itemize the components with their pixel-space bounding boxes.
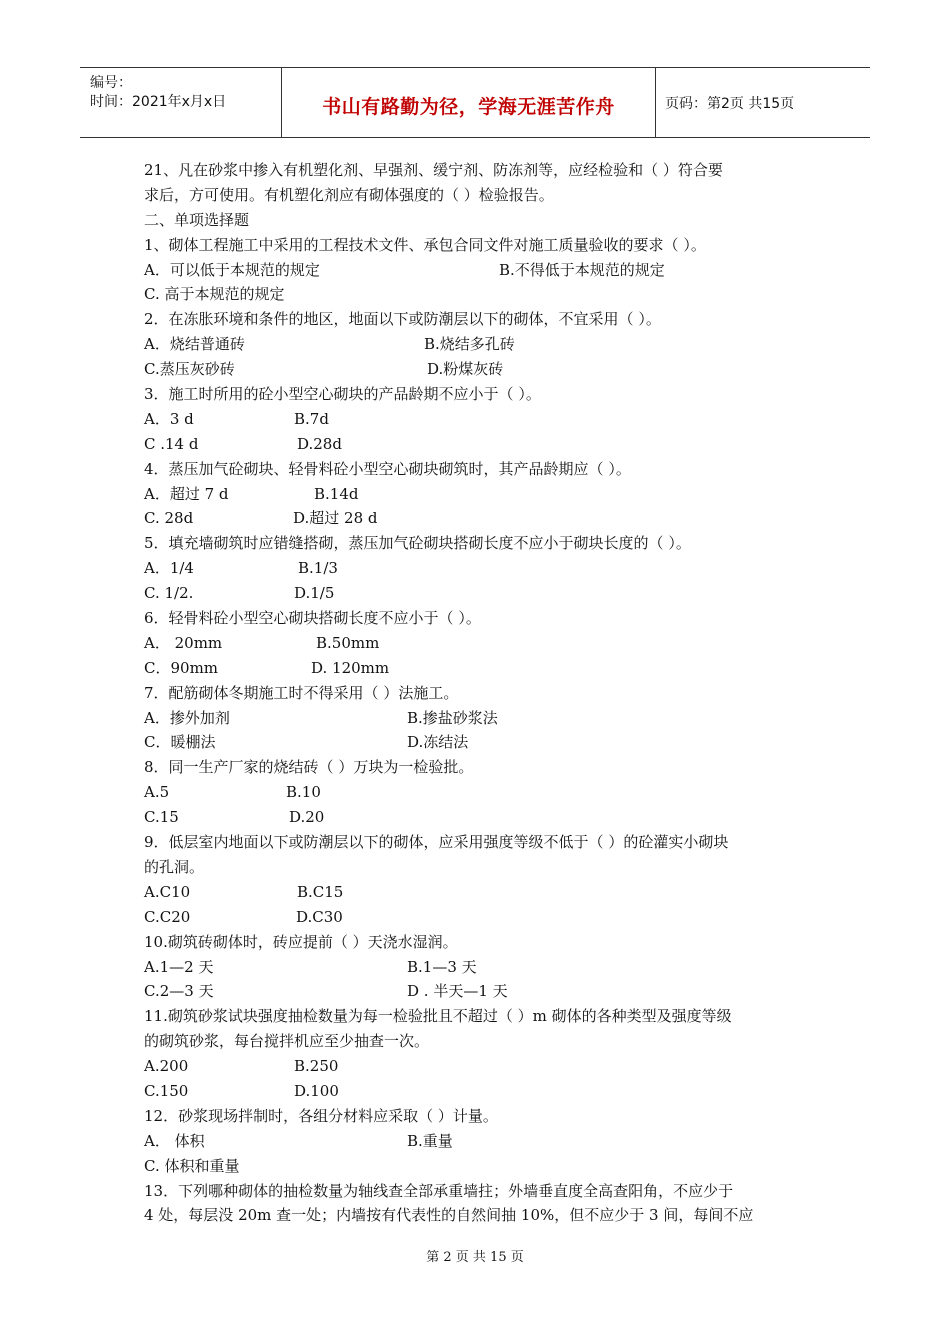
text-line xyxy=(144,581,814,606)
line-text: C．90mm xyxy=(144,658,219,677)
text-line xyxy=(144,780,814,805)
text-line xyxy=(144,631,814,656)
option-second-column: D . 半天—1 天 xyxy=(407,982,508,1001)
line-text: A． 体积 xyxy=(144,1131,205,1150)
text-line xyxy=(144,208,814,233)
line-text: 21、凡在砂浆中掺入有机塑化剂、早强剂、缓宁剂、防冻剂等，应经检验和（ ）符合要 xyxy=(144,161,723,179)
line-text: C .14 d xyxy=(144,434,199,453)
line-text: 6．轻骨料砼小型空心砌块搭砌长度不应小于（ ）。 xyxy=(144,609,481,628)
text-line xyxy=(144,706,814,731)
text-line xyxy=(144,1154,814,1179)
line-text: A． 20mm xyxy=(144,633,223,652)
line-text: C.150 xyxy=(144,1081,189,1100)
text-line xyxy=(144,1029,814,1054)
option-second-column: D.28d xyxy=(297,434,342,453)
text-line xyxy=(144,1129,814,1154)
page-info: 页码：第2页 共15页 xyxy=(665,96,795,112)
option-second-column: D.冻结法 xyxy=(407,733,469,752)
text-line xyxy=(144,681,814,706)
line-text: 1、砌体工程施工中采用的工程技术文件、承包合同文件对施工质量验收的要求（ ）。 xyxy=(144,235,706,254)
serial-label: 编号： xyxy=(90,75,132,91)
option-second-column: D.20 xyxy=(289,808,325,827)
line-text: A．3 d xyxy=(144,409,194,428)
text-line xyxy=(144,556,814,581)
text-line xyxy=(144,258,814,283)
text-line xyxy=(144,755,814,780)
text-line xyxy=(144,233,814,258)
page-header xyxy=(80,67,870,138)
option-second-column: B.250 xyxy=(294,1057,339,1076)
line-text: C. 1/2. xyxy=(144,584,194,603)
line-text: 4 处，每层没 20m 查一处；内墙按有代表性的自然间抽 10%，但不应少于 3 间，每间不应 xyxy=(144,1206,754,1225)
line-text: 的孔洞。 xyxy=(144,857,205,876)
text-line xyxy=(144,482,814,507)
text-line xyxy=(144,830,814,855)
option-second-column: D.100 xyxy=(294,1081,339,1100)
option-second-column: B.烧结多孔砖 xyxy=(424,335,515,354)
text-line xyxy=(144,805,814,830)
option-second-column: D.1/5 xyxy=(294,584,335,603)
line-text: 7．配筋砌体冬期施工时不得采用（ ）法施工。 xyxy=(144,683,459,702)
text-line xyxy=(144,1004,814,1029)
option-second-column: D.C30 xyxy=(296,907,343,926)
line-text: 11.砌筑砂浆试块强度抽检数量为每一检验批且不超过（ ）m 砌体的各种类型及强度等级 xyxy=(144,1007,732,1026)
option-second-column: D.粉煤灰砖 xyxy=(427,360,504,379)
question-content xyxy=(144,158,814,1228)
text-line xyxy=(144,432,814,457)
line-text: C. 高于本规范的规定 xyxy=(144,285,285,304)
line-text: 二、单项选择题 xyxy=(144,210,250,229)
text-line xyxy=(144,158,814,183)
line-text: C. 体积和重量 xyxy=(144,1156,240,1175)
text-line xyxy=(144,1104,814,1129)
option-second-column: B.C15 xyxy=(297,882,344,901)
line-text: 9．低层室内地面以下或防潮层以下的砌体，应采用强度等级不低于（ ）的砼灌实小砌块 xyxy=(144,833,729,852)
header-right-cell xyxy=(655,68,870,137)
text-line xyxy=(144,332,814,357)
text-line xyxy=(144,1179,814,1204)
text-line xyxy=(144,282,814,307)
text-line xyxy=(144,905,814,930)
line-text: A.5 xyxy=(144,783,170,802)
option-second-column: B.50mm xyxy=(316,633,380,652)
option-second-column: B.重量 xyxy=(407,1131,453,1150)
text-line xyxy=(144,880,814,905)
text-line xyxy=(144,855,814,880)
option-second-column: B.不得低于本规范的规定 xyxy=(499,260,665,279)
line-text: A．1/4 xyxy=(144,559,194,578)
line-text: A．掺外加剂 xyxy=(144,708,230,727)
text-line xyxy=(144,730,814,755)
text-line xyxy=(144,1079,814,1104)
option-second-column: B.掺盐砂浆法 xyxy=(407,708,498,727)
line-text: 13．下列哪种砌体的抽检数量为轴线查全部承重墙拄；外墙垂直度全高查阳角，不应少于 xyxy=(144,1181,734,1200)
header-center-cell xyxy=(281,68,656,137)
line-text: 4．蒸压加气砼砌块、轻骨料砼小型空心砌块砌筑时，其产品龄期应（ ）。 xyxy=(144,459,631,478)
text-line xyxy=(144,407,814,432)
line-text: C. 28d xyxy=(144,509,194,528)
option-second-column: D. 120mm xyxy=(311,658,390,677)
line-text: 8．同一生产厂家的烧结砖（ ）万块为一检验批。 xyxy=(144,758,474,777)
option-second-column: B.14d xyxy=(314,484,359,503)
line-text: C.蒸压灰砂砖 xyxy=(144,360,235,379)
text-line xyxy=(144,307,814,332)
text-line xyxy=(144,382,814,407)
option-second-column: D.超过 28 d xyxy=(293,509,378,528)
line-text: 5．填充墙砌筑时应错缝搭砌，蒸压加气砼砌块搭砌长度不应小于砌块长度的（ ）。 xyxy=(144,534,691,553)
line-text: A．烧结普通砖 xyxy=(144,335,245,354)
line-text: 12．砂浆现场拌制时，各组分材料应采取（ ）计量。 xyxy=(144,1106,498,1125)
line-text: 的砌筑砂浆，每台搅拌机应至少抽查一次。 xyxy=(144,1032,430,1051)
line-text: 2．在冻胀环境和条件的地区，地面以下或防潮层以下的砌体，不宜采用（ ）。 xyxy=(144,310,661,329)
text-line xyxy=(144,457,814,482)
text-line xyxy=(144,606,814,631)
date-label: 时间：2021年x月x日 xyxy=(90,94,227,110)
line-text: A.C10 xyxy=(144,882,191,901)
text-line xyxy=(144,506,814,531)
text-line xyxy=(144,656,814,681)
text-line xyxy=(144,531,814,556)
text-line xyxy=(144,183,814,208)
text-line xyxy=(144,357,814,382)
line-text: 10.砌筑砖砌体时，砖应提前（ ）天浇水湿润。 xyxy=(144,932,458,951)
option-second-column: B.1/3 xyxy=(298,559,338,578)
text-line xyxy=(144,955,814,980)
line-text: 求后，方可使用。有机塑化剂应有砌体强度的（ ）检验报告。 xyxy=(144,185,554,204)
line-text: 3．施工时所用的砼小型空心砌块的产品龄期不应小于（ ）。 xyxy=(144,385,541,404)
line-text: C.15 xyxy=(144,808,179,827)
text-line xyxy=(144,979,814,1004)
line-text: A．可以低于本规范的规定 xyxy=(144,260,320,279)
page-footer: 第 2 页 共 15 页 xyxy=(426,1250,524,1265)
option-second-column: B.10 xyxy=(286,783,321,802)
text-line xyxy=(144,930,814,955)
text-line xyxy=(144,1203,814,1228)
option-second-column: B.1—3 天 xyxy=(407,957,477,976)
line-text: C.C20 xyxy=(144,907,191,926)
line-text: A.1—2 天 xyxy=(144,957,214,976)
line-text: C.2—3 天 xyxy=(144,982,214,1001)
motto: 书山有路勤为径，学海无涯苦作舟 xyxy=(322,96,615,118)
line-text: C．暖棚法 xyxy=(144,733,216,752)
option-second-column: B.7d xyxy=(294,409,329,428)
line-text: A．超过 7 d xyxy=(144,484,229,503)
line-text: A.200 xyxy=(144,1057,189,1076)
header-left-cell xyxy=(80,68,281,137)
text-line xyxy=(144,1054,814,1079)
